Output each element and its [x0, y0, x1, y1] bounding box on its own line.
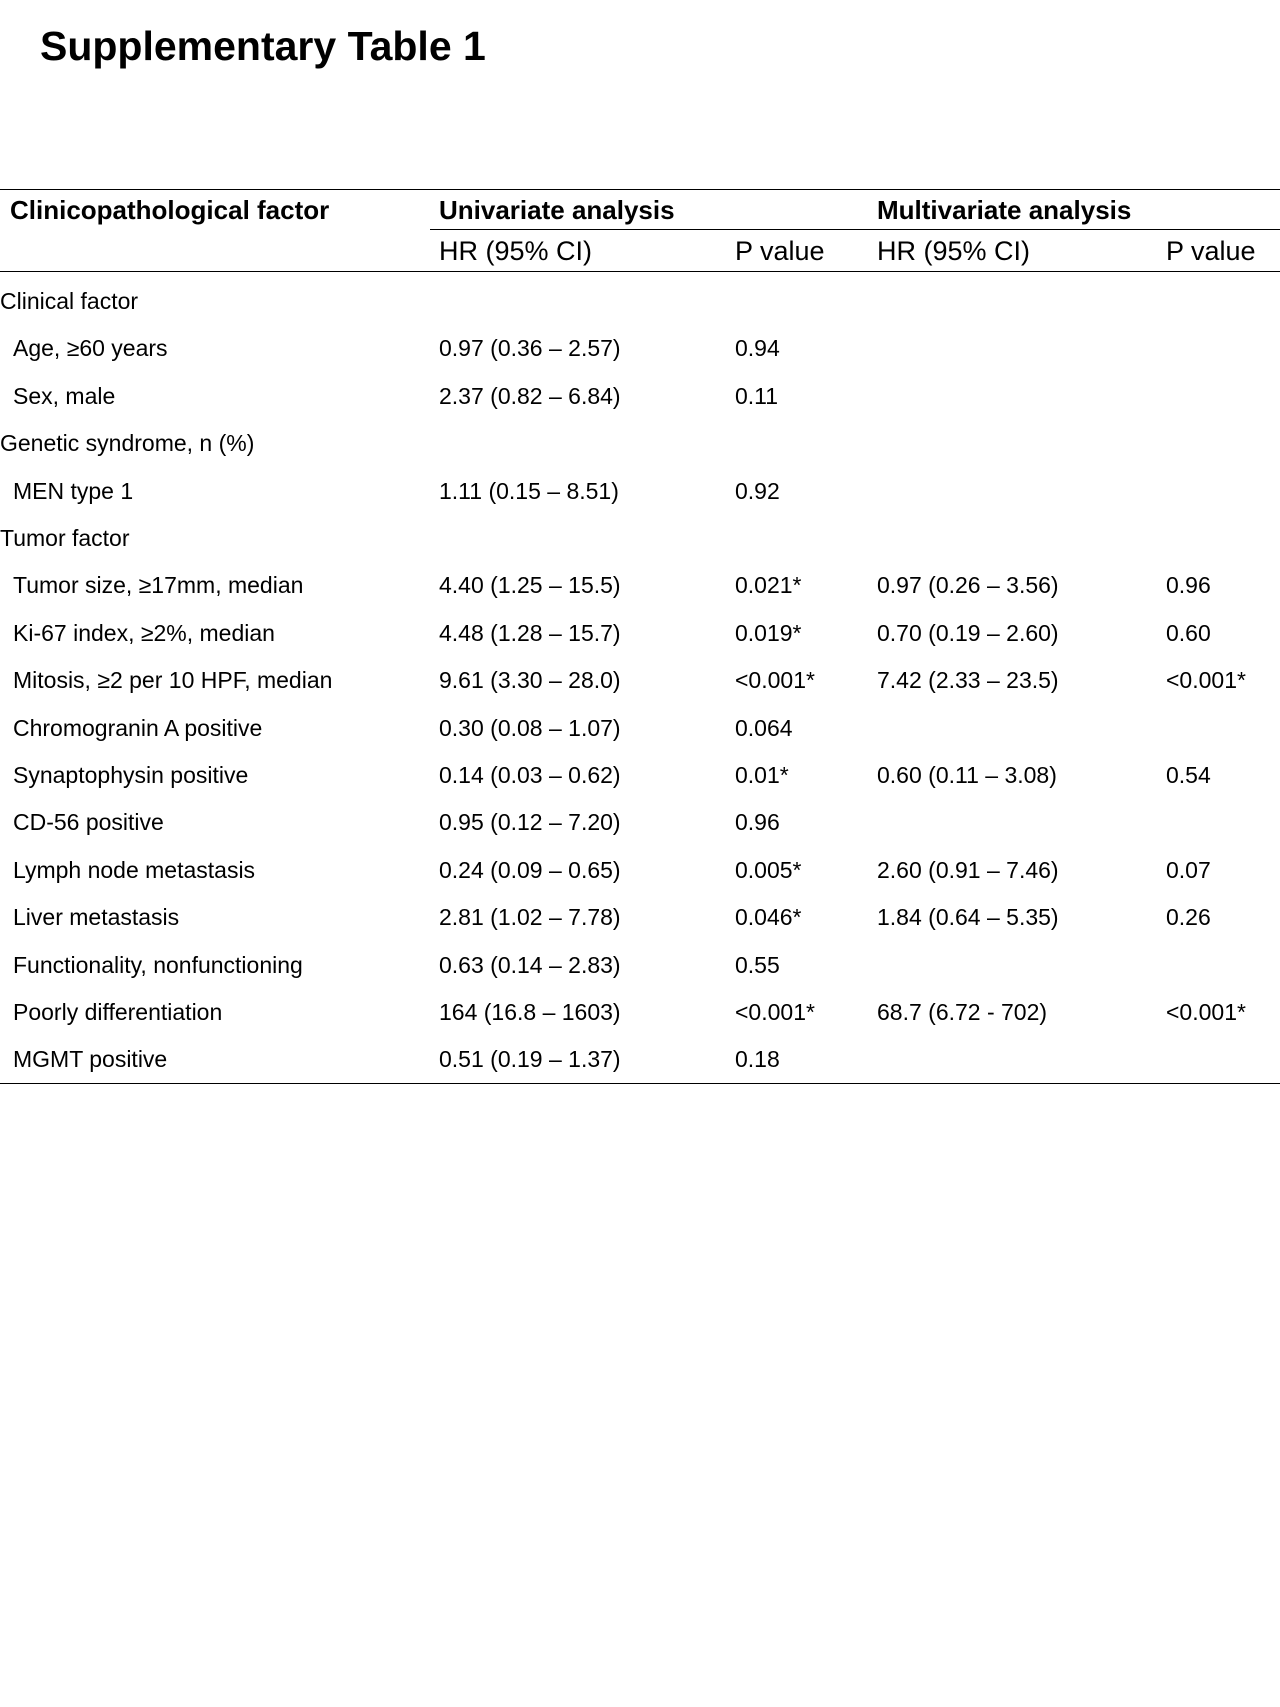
factor-cell: MGMT positive	[13, 1046, 168, 1073]
univariate-p-cell: <0.001*	[735, 999, 815, 1025]
header-bottom-rule	[0, 271, 1280, 272]
multivariate-p-cell: 0.60	[1166, 619, 1211, 646]
univariate-hr-cell: 0.51 (0.19 – 1.37)	[439, 1046, 621, 1073]
header-multivariate-hr: HR (95% CI)	[877, 236, 1031, 266]
univariate-p-cell: 0.019*	[735, 619, 802, 646]
header-univariate-p: P value	[735, 236, 825, 266]
univariate-p-cell: 0.005*	[735, 856, 802, 883]
multivariate-hr-cell: 0.60 (0.11 – 3.08)	[877, 762, 1057, 788]
header-multivariate: Multivariate analysis	[877, 195, 1132, 225]
univariate-hr-cell: 4.40 (1.25 – 15.5)	[439, 572, 621, 599]
univariate-hr-cell: 0.14 (0.03 – 0.62)	[439, 762, 621, 788]
univariate-p-cell: 0.11	[735, 382, 779, 409]
multivariate-p-cell: 0.96	[1166, 572, 1211, 599]
factor-cell: Sex, male	[13, 382, 116, 409]
univariate-p-cell: 0.55	[735, 951, 780, 978]
factor-cell: Chromogranin A positive	[13, 714, 263, 741]
factor-cell: Mitosis, ≥2 per 10 HPF, median	[13, 667, 333, 694]
univariate-hr-cell: 4.48 (1.28 – 15.7)	[439, 619, 621, 646]
factor-cell: MEN type 1	[13, 477, 134, 504]
header-sub-rule	[430, 229, 1280, 230]
univariate-hr-cell: 9.61 (3.30 – 28.0)	[439, 667, 621, 694]
multivariate-hr-cell: 0.70 (0.19 – 2.60)	[877, 619, 1059, 646]
factor-cell: Tumor size, ≥17mm, median	[13, 572, 304, 599]
multivariate-hr-cell: 1.84 (0.64 – 5.35)	[877, 904, 1059, 931]
multivariate-hr-cell: 0.97 (0.26 – 3.56)	[877, 572, 1059, 599]
multivariate-p-cell: 0.26	[1166, 904, 1211, 931]
header-multivariate-p: P value	[1166, 236, 1256, 266]
univariate-p-cell: 0.064	[735, 714, 793, 741]
table-row	[0, 1040, 1280, 1080]
univariate-hr-cell: 0.63 (0.14 – 2.83)	[439, 951, 621, 978]
table-row	[0, 898, 1280, 938]
section-row	[0, 424, 1280, 464]
multivariate-hr-cell: 68.7 (6.72 - 702)	[877, 999, 1048, 1025]
table-row	[0, 329, 1280, 369]
univariate-hr-cell: 2.37 (0.82 – 6.84)	[439, 382, 621, 409]
multivariate-p-cell: <0.001*	[1166, 999, 1246, 1025]
factor-cell: Poorly differentiation	[13, 999, 223, 1025]
univariate-hr-cell: 0.30 (0.08 – 1.07)	[439, 714, 621, 741]
table-row	[0, 946, 1280, 986]
multivariate-p-cell: 0.54	[1166, 762, 1211, 788]
factor-cell: Liver metastasis	[13, 904, 180, 931]
univariate-hr-cell: 2.81 (1.02 – 7.78)	[439, 904, 621, 931]
table-row	[0, 566, 1280, 606]
page-title: Supplementary Table 1	[40, 23, 486, 69]
table-row	[0, 756, 1280, 796]
header-univariate: Univariate analysis	[439, 195, 675, 225]
table-row	[0, 377, 1280, 417]
univariate-p-cell: 0.94	[735, 335, 780, 362]
table-row	[0, 472, 1280, 512]
table-bottom-rule	[0, 1083, 1280, 1084]
factor-cell: Functionality, nonfunctioning	[13, 951, 303, 978]
univariate-hr-cell: 0.95 (0.12 – 7.20)	[439, 809, 621, 836]
multivariate-p-cell: 0.07	[1166, 856, 1211, 883]
factor-cell: Tumor factor	[0, 525, 130, 551]
header-univariate-hr: HR (95% CI)	[439, 236, 593, 266]
univariate-p-cell: 0.96	[735, 809, 780, 836]
factor-cell: Age, ≥60 years	[13, 335, 168, 362]
table-top-rule	[0, 189, 1280, 190]
table-row	[0, 993, 1280, 1033]
univariate-p-cell: 0.021*	[735, 572, 802, 599]
factor-cell: Clinical factor	[0, 288, 139, 314]
univariate-p-cell: 0.01*	[735, 762, 789, 788]
table-row	[0, 851, 1280, 891]
univariate-hr-cell: 0.24 (0.09 – 0.65)	[439, 856, 621, 883]
multivariate-hr-cell: 7.42 (2.33 – 23.5)	[877, 667, 1059, 694]
header-factor: Clinicopathological factor	[10, 195, 330, 225]
factor-cell: Synaptophysin positive	[13, 762, 249, 788]
factor-cell: Lymph node metastasis	[13, 856, 256, 883]
factor-cell: CD-56 positive	[13, 809, 164, 836]
univariate-p-cell: <0.001*	[735, 667, 815, 694]
table-row	[0, 709, 1280, 749]
univariate-p-cell: 0.046*	[735, 904, 802, 931]
factor-cell: Genetic syndrome, n (%)	[0, 430, 255, 457]
table-row	[0, 661, 1280, 701]
univariate-p-cell: 0.92	[735, 477, 780, 504]
univariate-hr-cell: 164 (16.8 – 1603)	[439, 999, 621, 1025]
multivariate-hr-cell: 2.60 (0.91 – 7.46)	[877, 856, 1059, 883]
multivariate-p-cell: <0.001*	[1166, 667, 1246, 694]
univariate-hr-cell: 0.97 (0.36 – 2.57)	[439, 335, 621, 362]
univariate-hr-cell: 1.11 (0.15 – 8.51)	[439, 477, 619, 504]
factor-cell: Ki-67 index, ≥2%, median	[13, 619, 275, 646]
univariate-p-cell: 0.18	[735, 1046, 780, 1073]
section-row	[0, 519, 1280, 559]
section-row	[0, 282, 1280, 322]
table-row	[0, 803, 1280, 843]
table-row	[0, 614, 1280, 654]
